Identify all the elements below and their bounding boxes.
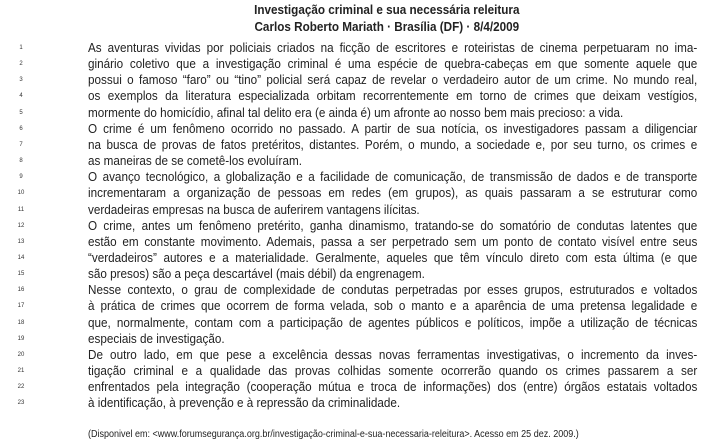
- line-number: 17: [17, 303, 25, 310]
- line-number: 4: [19, 93, 23, 100]
- text-line: enfrentados pela integração (cooperação mútua e troca de informações) dos (entre) órgãos estatais voltados: [88, 379, 698, 395]
- article-byline: Carlos Roberto Mariath · Brasília (DF) · 8/4/2009: [254, 19, 520, 34]
- text-line: à prática de crimes que ocorrem de forma velada, sob o manto e a aparência de uma pretensa legalidade e: [88, 298, 698, 314]
- line-number: 15: [17, 271, 25, 278]
- source-citation: (Disponivel em: <www.forumsegurança.org.br/investigação-criminal-e-sua-necessaria-releitura>. Acesso em 25 dez. 2009.): [88, 429, 579, 440]
- line-number: 11: [17, 206, 25, 213]
- text-line: incrementaram a organização de pessoas em redes (em grupos), as quais passaram a se estruturar como: [88, 185, 698, 201]
- text-line: O avanço tecnológico, a globalização e a facilidade de comunicação, de transmissão de dados e de transporte: [88, 169, 698, 185]
- line-number: 7: [19, 141, 23, 148]
- text-line: na busca de provas de fatos pretéritos, distantes. Porém, o mundo, a sociedade e, por seu turno, os crimes e: [88, 136, 698, 152]
- text-line: são presos) são a peça descartável (mais débil) da engrenagem.: [88, 266, 425, 282]
- line-number: 20: [17, 351, 25, 358]
- line-number: 22: [17, 384, 25, 391]
- text-line: As aventuras vividas por policiais criados na ficção de escritores e roteiristas de cinema perpetuaram no ima-: [88, 40, 698, 55]
- text-line: especiais de investigação.: [88, 330, 225, 346]
- text-line: os exemplos da literatura especializada orbitam recorrentemente em torno de crimes que deixam vestígios,: [88, 88, 698, 104]
- line-number: 9: [19, 174, 23, 181]
- text-line: O crime, antes um fenômeno pretérito, ganha dinamismo, tratando-se do somatório de condutas latentes que: [88, 217, 698, 233]
- line-number: 6: [19, 125, 23, 132]
- line-number: 16: [17, 287, 25, 294]
- line-number: 1: [19, 45, 23, 51]
- line-number: 8: [19, 158, 23, 165]
- text-line: “verdadeiros” autores e a materialidade. Geralmente, aqueles que têm vínculo direto com esta última (e que: [88, 249, 698, 265]
- text-line: que, normalmente, contam com a participação de agentes públicos e políticos, impõe a utilização de técnicas: [88, 314, 698, 330]
- line-number: 3: [19, 77, 23, 84]
- line-number: 21: [17, 368, 25, 374]
- line-number: 12: [17, 222, 25, 229]
- line-number: 10: [17, 190, 25, 197]
- text-line: estão em constante movimento. Ademais, passa a ser perpetrado sem um ponto de contato visível entre seus: [88, 233, 698, 249]
- text-line: De outro lado, em que pese a excelência dessas novas ferramentas investigativas, o incremento da inves-: [88, 346, 698, 362]
- text-line: possui o famoso “faro” ou “tino” policial será capaz de revelar o verdadeiro autor de um crime. No mundo real,: [88, 72, 698, 88]
- text-line: verdadeiras empresas na busca de auferirem vantagens ilícitas.: [88, 201, 420, 217]
- text-line: Nesse contexto, o grau de complexidade de condutas perpetradas por esses grupos, estruturados e voltados: [88, 282, 698, 298]
- line-number: 18: [17, 319, 25, 326]
- line-number: 5: [19, 109, 23, 116]
- text-line: O crime é um fenômeno ocorrido no passado. A partir de sua notícia, os investigadores passam a diligenciar: [88, 120, 698, 136]
- line-number: 2: [19, 61, 23, 68]
- article-title: Investigação criminal e sua necessária releitura: [254, 2, 520, 17]
- text-line: as maneiras de se cometê-los evoluíram.: [88, 153, 302, 169]
- text-line: tigação criminal e a qualidade das provas colhidas somente ocorrerão quando os crimes passarem a ser: [88, 363, 698, 378]
- line-number: 13: [17, 238, 25, 245]
- line-number: 14: [17, 254, 25, 261]
- text-line: ginário coletivo que a investigação criminal é uma espécie de quebra-cabeças em que somente aquele que: [88, 56, 698, 72]
- line-number: 23: [17, 400, 25, 407]
- line-number: 19: [17, 335, 25, 342]
- text-line: à identificação, à prevenção e à repressão da criminalidade.: [88, 395, 401, 411]
- text-line: mormente do homicídio, afinal tal delito era (e ainda é) um afronte ao nosso bem mais precioso: a vida.: [88, 104, 624, 120]
